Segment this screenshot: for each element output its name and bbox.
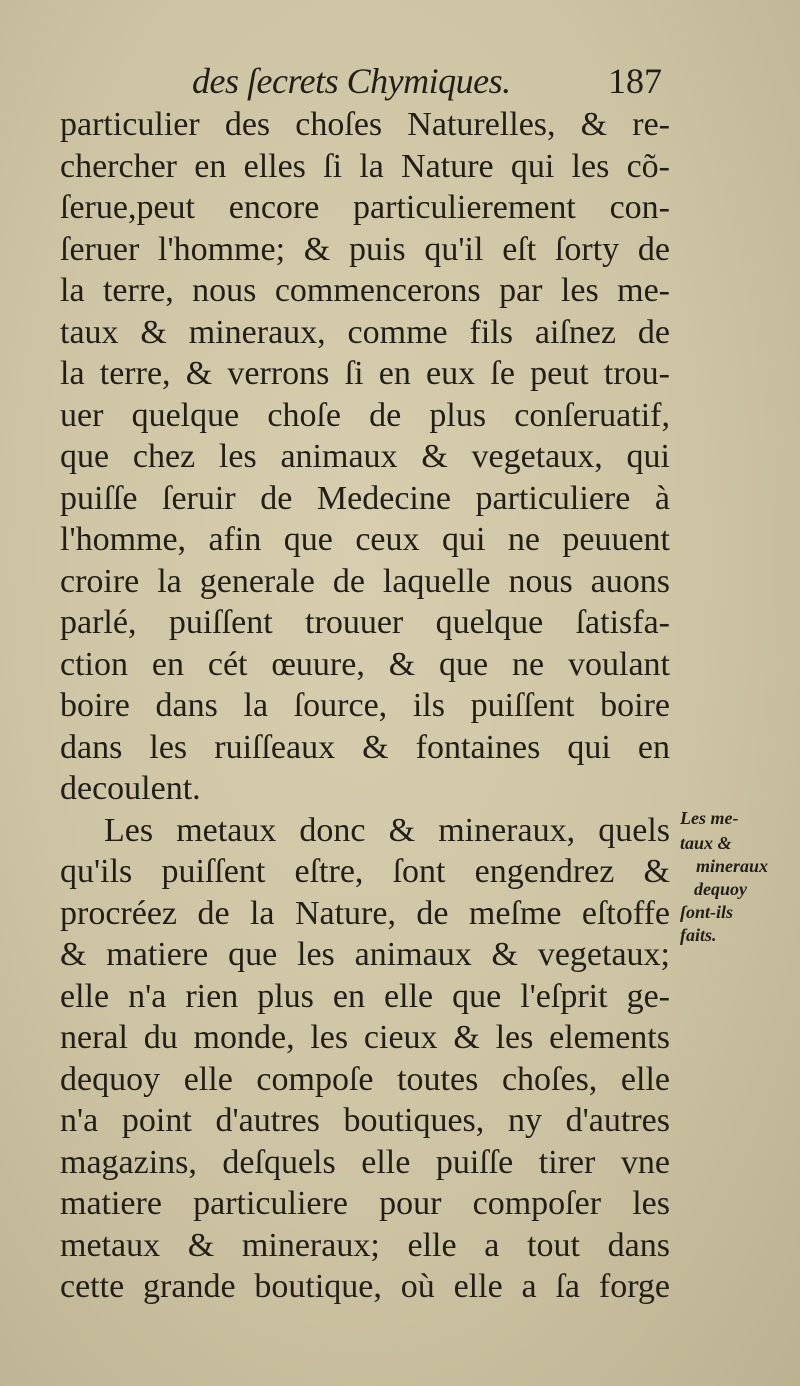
text-line: particulier des choſes Naturelles, & re- (60, 106, 670, 143)
text-line: puiſſe ſeruir de Medecine particuliere à (60, 479, 670, 517)
text-line: procréez de la Nature, de meſme eſtoffe (60, 894, 670, 932)
margin-note-line: mineraux (696, 856, 769, 876)
text-line: croire la generale de laquelle nous auons (60, 562, 670, 600)
paragraph-start-line: Les metaux donc & mineraux, quels (104, 811, 670, 849)
margin-note-line: taux & (680, 833, 732, 853)
text-line: dans les ruiſſeaux & fontaines qui en (60, 728, 670, 766)
text-line: ſeruer l'homme; & puis qu'il eſt ſorty de (60, 230, 670, 268)
body-text (60, 104, 670, 1308)
text-line: chercher en elles ſi la Nature qui les cõ- (60, 147, 670, 185)
text-line: taux & mineraux, comme fils aiſnez de (60, 313, 670, 351)
text-line: matiere particuliere pour compoſer les (60, 1185, 670, 1222)
text-line: magazins, deſquels elle puiſſe tirer vne (60, 1143, 670, 1181)
margin-note-line: dequoy (694, 879, 747, 899)
text-line: que chez les animaux & vegetaux, qui (60, 438, 670, 475)
text-line: qu'ils puiſſent eſtre, ſont engendrez & (60, 853, 670, 890)
text-line: n'a point d'autres boutiques, ny d'autres (60, 1102, 670, 1139)
text-line: boire dans la ſource, ils puiſſent boire (60, 687, 670, 724)
margin-note-line: Les me- (680, 808, 739, 828)
margin-note-line: ſont-ils (680, 902, 734, 922)
text-line: decoulent. (60, 770, 201, 807)
text-line: cette grande boutique, où elle a ſa forge (60, 1268, 670, 1305)
running-head: des ſecrets Chymiques. (192, 61, 511, 101)
text-line: neral du monde, les cieux & les elements (60, 1019, 670, 1056)
text-line: elle n'a rien plus en elle que l'eſprit ge- (60, 977, 670, 1015)
page-header (0, 56, 800, 106)
text-line: dequoy elle compoſe toutes choſes, elle (60, 1060, 670, 1098)
margin-note (680, 804, 790, 947)
text-line: ſerue,peut encore particulierement con- (60, 189, 670, 226)
text-line: ction en cét œuure, & que ne voulant (60, 645, 670, 683)
text-line: uer quelque choſe de plus conſeruatif, (60, 396, 670, 434)
page-number: 187 (608, 61, 662, 101)
text-line: & matiere que les animaux & vegetaux; (60, 936, 670, 973)
text-line: parlé, puiſſent trouuer quelque ſatisfa- (60, 604, 670, 641)
text-line: l'homme, afin que ceux qui ne peuuent (60, 521, 670, 558)
text-line: la terre, nous commencerons par les me- (60, 272, 670, 309)
text-line: metaux & mineraux; elle a tout dans (60, 1226, 670, 1264)
text-line: la terre, & verrons ſi en eux ſe peut trou- (60, 355, 670, 392)
margin-note-line: faits. (680, 925, 717, 945)
